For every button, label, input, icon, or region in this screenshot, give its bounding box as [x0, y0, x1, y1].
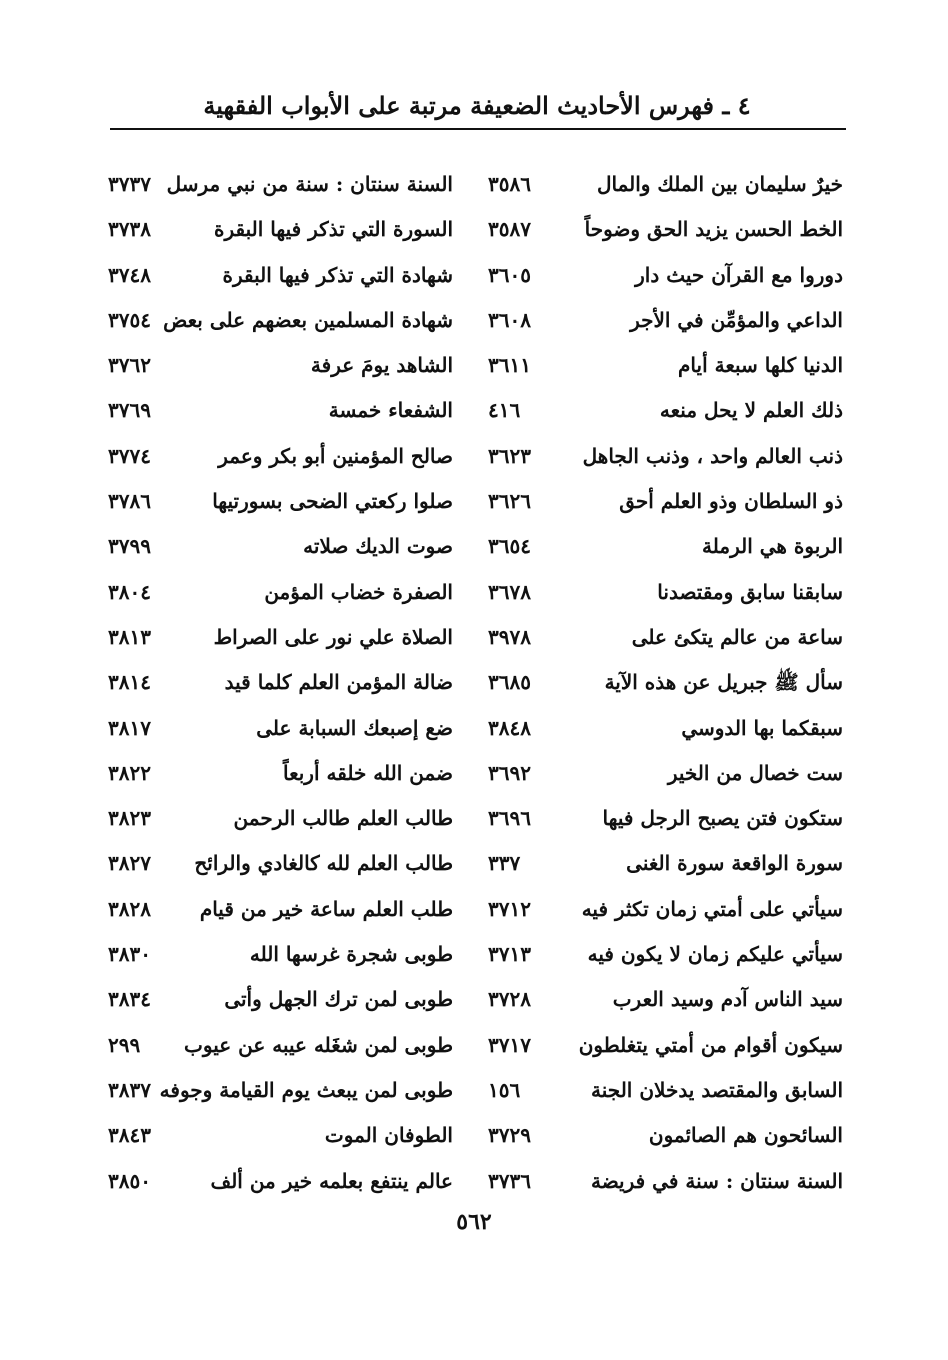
index-row	[0, 162, 948, 207]
entry-title-right: ست خصال من الخير	[667, 760, 843, 785]
index-row	[0, 932, 948, 977]
entry-number-right: ٤١٦	[488, 398, 521, 423]
entry-number-right: ٣٦٧٨	[488, 579, 531, 604]
entry-title-left: صلوا ركعتي الضحى بسورتيها	[212, 489, 453, 514]
entry-title-left: ضع إصبعك السبابة على	[256, 715, 453, 740]
entry-number-left: ٣٨٣٤	[108, 987, 151, 1012]
entry-title-right: سورة الواقعة سورة الغنى	[626, 851, 843, 876]
entry-number-right: ٣٨٤٨	[488, 715, 531, 740]
entry-number-left: ٣٨٢٨	[108, 896, 151, 921]
index-row	[0, 207, 948, 252]
entry-number-right: ٣٧١٢	[488, 896, 531, 921]
entry-number-right: ٣٧٣٦	[488, 1168, 531, 1193]
entry-number-left: ٣٨٢٧	[108, 851, 151, 876]
index-row	[0, 1159, 948, 1204]
page-header	[110, 86, 844, 126]
entry-number-right: ٣٧١٧	[488, 1032, 531, 1057]
entry-title-left: طوبى لمن يبعث يوم القيامة وجوفه	[159, 1077, 453, 1102]
entry-number-left: ٣٧٦٩	[108, 398, 151, 423]
entry-title-right: سيأتي عليكم زمان لا يكون فيه	[587, 942, 843, 967]
entry-title-left: صوت الديك صلاته	[303, 534, 453, 559]
entry-title-left: طالب العلم لله كالغادي والرائح	[194, 851, 453, 876]
entry-number-right: ١٥٦	[488, 1077, 521, 1102]
index-row	[0, 1068, 948, 1113]
entry-number-left: ٣٧٦٢	[108, 353, 151, 378]
entry-title-left: الشاهد يومَ عرفة	[310, 353, 453, 378]
entry-title-left: الصلاة علي نور على الصراط	[213, 624, 453, 649]
entry-title-left: طلب العلم ساعة خير من قيام	[199, 896, 453, 921]
entry-title-right: الربوة هي الرملة	[702, 534, 843, 559]
page-number: ٥٦٢	[456, 1209, 492, 1235]
entry-number-right: ٣٥٨٧	[488, 217, 531, 242]
entry-title-right: ساعة من عالم يتكئ على	[631, 624, 843, 649]
entry-number-left: ٣٨١٧	[108, 715, 151, 740]
entry-title-right: سابقنا سابق ومقتصدنا	[657, 579, 843, 604]
entry-number-right: ٣٦٥٤	[488, 534, 531, 559]
entry-title-left: طوبى لمن شغَله عيبه عن عيوب	[184, 1032, 453, 1057]
entry-number-right: ٣٦٠٥	[488, 262, 531, 287]
entry-number-right: ٣٧١٣	[488, 942, 531, 967]
entry-number-right: ٣٥٨٦	[488, 172, 531, 196]
entry-number-right: ٣٧٢٩	[488, 1123, 531, 1148]
entry-title-right: ذلك العلم لا يحل منعه	[659, 398, 843, 423]
entry-number-right: ٣٦٢٦	[488, 489, 531, 514]
entry-title-left: ضمن الله خلقه أربعاً	[283, 760, 453, 785]
entry-number-left: ٣٨٠٤	[108, 579, 151, 604]
entry-title-left: عالم ينتفع بعلمه خير من ألف	[210, 1168, 453, 1193]
header-divider	[110, 128, 846, 130]
entry-number-left: ٣٨١٤	[108, 670, 151, 695]
entry-number-left: ٣٧٥٤	[108, 307, 151, 332]
entry-title-right: ستكون فتن يصبح الرجل فيها	[602, 806, 843, 831]
entry-number-left: ٣٧٤٨	[108, 262, 151, 287]
index-row	[0, 434, 948, 479]
entry-title-right: السائحون هم الصائمون	[648, 1123, 843, 1148]
entry-number-right: ٣٦٩٢	[488, 760, 531, 785]
entry-title-left: شهادة المسلمين بعضهم على بعض	[163, 307, 453, 332]
entry-number-left: ٣٨٣٧	[108, 1077, 151, 1102]
index-row	[0, 524, 948, 569]
entry-title-right: ذو السلطان وذو العلم أحق	[619, 489, 843, 514]
index-row	[0, 660, 948, 705]
entry-number-left: ٣٨٤٣	[108, 1123, 151, 1148]
entry-number-right: ٣٩٧٨	[488, 624, 531, 649]
entry-number-left: ٣٨١٣	[108, 624, 151, 649]
index-row	[0, 841, 948, 886]
index-row	[0, 977, 948, 1022]
index-row	[0, 253, 948, 298]
index-row	[0, 388, 948, 433]
entry-number-left: ٣٧٩٩	[108, 534, 151, 559]
entry-number-right: ٣٦٩٦	[488, 806, 531, 831]
entry-title-left: طوبى لمن ترك الجهل وأتى	[224, 987, 453, 1012]
entry-title-left: الطوفان الموت	[324, 1123, 453, 1148]
entry-number-left: ٣٧٣٧	[108, 172, 151, 196]
index-row	[0, 887, 948, 932]
index-row	[0, 343, 948, 388]
index-row	[0, 570, 948, 615]
entry-number-left: ٣٨٢٣	[108, 806, 151, 831]
entry-title-left: طالب العلم طالب الرحمن	[233, 806, 453, 831]
entry-number-left: ٣٨٣٠	[108, 942, 151, 967]
entry-number-right: ٣٦٠٨	[488, 307, 531, 332]
entry-title-right: سأل ﷺ جبريل عن هذه الآية	[604, 670, 843, 695]
entry-number-right: ٣٣٧	[488, 851, 521, 876]
entry-title-left: السورة التي تذكر فيها البقرة	[213, 217, 453, 242]
entry-number-right: ٣٦١١	[488, 353, 531, 378]
entry-title-right: السنة سنتان : سنة في فريضة	[590, 1168, 843, 1193]
entry-title-left: صالح المؤمنين أبو بكر وعمر	[218, 443, 453, 468]
index-row	[0, 796, 948, 841]
entry-number-right: ٣٦٨٥	[488, 670, 531, 695]
entry-title-right: سيأتي على أمتي زمان تكثر فيه	[581, 896, 843, 921]
entry-title-right: الدنيا كلها سبعة أيام	[678, 353, 843, 378]
entry-number-left: ٣٧٣٨	[108, 217, 151, 242]
entry-number-left: ٢٩٩	[108, 1032, 141, 1057]
entry-title-right: دوروا مع القرآن حيث دار	[635, 262, 843, 287]
index-row	[0, 751, 948, 796]
entry-title-right: سيد الناس آدم وسيد العرب	[612, 987, 843, 1012]
index-row	[0, 706, 948, 751]
entry-title-left: الشفعاء خمسة	[328, 398, 453, 423]
index-row	[0, 298, 948, 343]
page-title: ٤ ـ فهرس الأحاديث الضعيفة مرتبة على الأبواب الفقهية	[203, 91, 751, 120]
entry-number-left: ٣٨٢٢	[108, 760, 151, 785]
entry-title-right: ذنب العالم واحد ، وذنب الجاهل	[582, 443, 843, 468]
entry-title-right: الخط الحسن يزيد الحق وضوحاً	[584, 217, 843, 242]
entry-title-right: خيرٌ سليمان بين الملك والمال	[596, 172, 843, 196]
hadith-index-table	[0, 162, 948, 1204]
entry-title-right: سيكون أقوام من أمتي يتغلطون	[578, 1032, 843, 1057]
entry-title-right: الداعي والمؤمِّن في الأجر	[630, 307, 843, 332]
entry-number-left: ٣٨٥٠	[108, 1168, 151, 1193]
entry-title-left: السنة سنتان : سنة من نبي مرسل	[166, 172, 453, 196]
entry-number-right: ٣٧٢٨	[488, 987, 531, 1012]
entry-title-right: سبقكما بها الدوسي	[681, 715, 843, 740]
entry-number-left: ٣٧٧٤	[108, 443, 151, 468]
entry-number-right: ٣٦٢٣	[488, 443, 531, 468]
entry-title-right: السابق والمقتصد يدخلان الجنة	[591, 1077, 843, 1102]
entry-title-left: الصفرة خضاب المؤمن	[264, 579, 453, 604]
entry-title-left: شهادة التي تذكر فيها البقرة	[222, 262, 453, 287]
index-row	[0, 615, 948, 660]
index-row	[0, 479, 948, 524]
entry-title-left: طوبى شجرة غرسها الله	[249, 942, 453, 967]
index-row	[0, 1113, 948, 1158]
entry-number-left: ٣٧٨٦	[108, 489, 151, 514]
entry-title-left: ضالة المؤمن العلم كلما قيد	[224, 670, 453, 695]
index-row	[0, 1023, 948, 1068]
